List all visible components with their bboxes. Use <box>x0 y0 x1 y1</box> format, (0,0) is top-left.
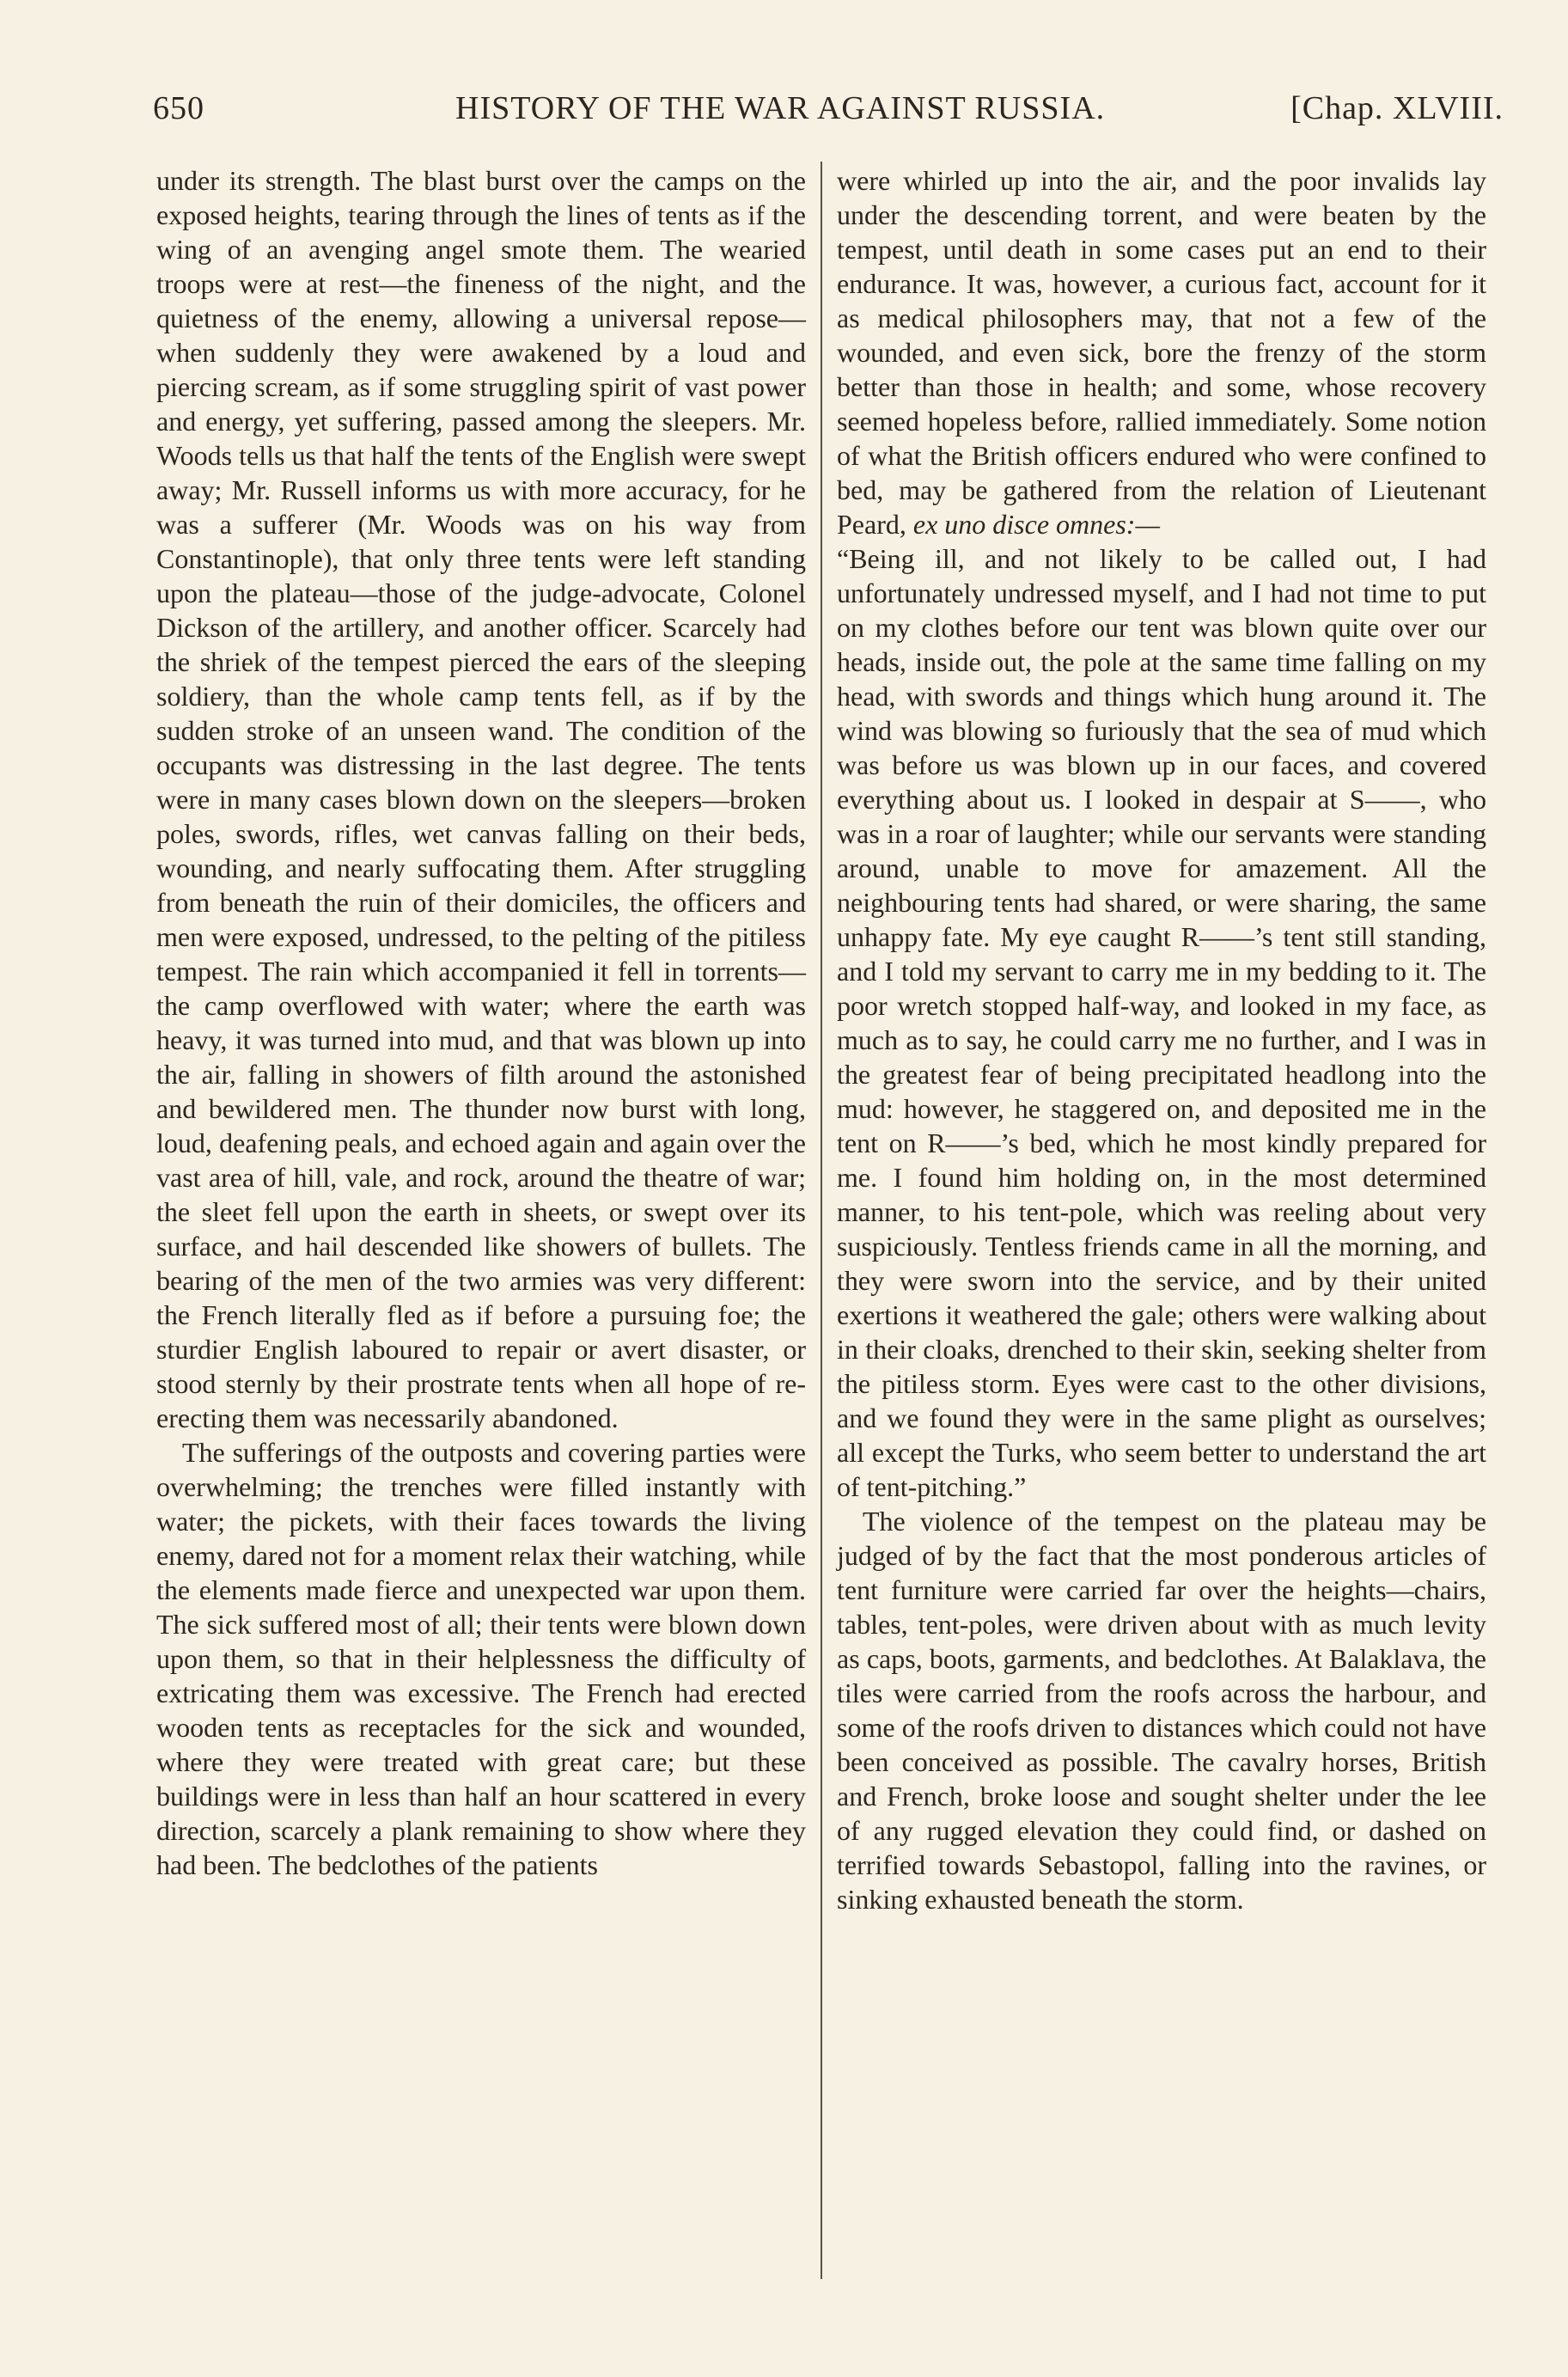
left-paragraph-2: The sufferings of the outposts and covering parties were overwhelming; the trenches were filled instantly with water; the pickets, with their faces towards the living enemy, dared not for a moment relax their watching, while the elements made fierce and unexpected war upon them. The sick suffered most of all; their tents were blown down upon them, so that in their helplessness the difficulty of extricating them was excessive. The French had erected wooden tents as receptacles for the sick and wounded, where they were treated with great care; but these buildings were in less than half an hour scattered in every direction, scarcely a plank remaining to show where they had been. The bedclothes of the patients <box>156 1437 806 1880</box>
running-title: HISTORY OF THE WAR AGAINST RUSSIA. <box>455 90 1106 126</box>
quoted-paragraph: “Being ill, and not likely to be called out, I had unfortunately undressed myself, and I had not time to put on my clothes before our tent was blown quite over our heads, inside out, the pole at the same time falling on my head, with swords and things which hung around it. The wind was blowing so furiously that the sea of mud which was before us was blown up in our faces, and covered everything about us. I looked in despair at S——, who was in a roar of laughter; while our servants were standing around, unable to move for amazement. All the neighbouring tents had shared, or were sharing, the same unhappy fate. My eye caught R——’s tent still standing, and I told my servant to carry me in my bedding to it. The poor wretch stopped half-way, and looked in my face, as much as to say, he could carry me no further, and I was in the greatest fear of being precipitated headlong into the mud: however, he staggered on, and deposited me in the tent on R——’s bed, which he most kindly prepared for me. I found him holding on, in the most determined manner, to his tent-pole, which was reeling about very suspiciously. Tentless friends came in all the morning, and they were sworn into the service, and by their united exertions it weathered the gale; others were walking about in their cloaks, drenched to their skin, seeking shelter from the pitiless storm. Eyes were cast to the other divisions, and we found they were in the same plight as ourselves; all except the Turks, who seem better to understand the art of tent-pitching.” <box>837 543 1486 1502</box>
page-number: 650 <box>153 90 204 126</box>
column-divider <box>821 162 822 2279</box>
left-column <box>156 163 806 1882</box>
right-column <box>837 163 1486 1916</box>
right-paragraph-1 <box>837 163 1486 541</box>
latin-phrase: ex uno disce omnes:— <box>912 509 1160 540</box>
left-paragraph-1: under its strength. The blast burst over the camps on the exposed heights, tearing through the lines of tents as if the wing of an avenging angel smote them. The wearied troops were at rest—the fineness of the night, and the quietness of the enemy, allowing a universal repose—when suddenly they were awakened by a loud and piercing scream, as if some struggling spirit of vast power and energy, yet suffering, passed among the sleepers. Mr. Woods tells us that half the tents of the English were swept away; Mr. Russell informs us with more accuracy, for he was a sufferer (Mr. Woods was on his way from Constantinople), that only three tents were left standing upon the plateau—those of the judge-advocate, Colonel Dickson of the artillery, and another officer. Scarcely had the shriek of the tempest pierced the ears of the sleeping soldiery, than the whole camp tents fell, as if by the sudden stroke of an unseen wand. The condition of the occupants was distressing in the last degree. The tents were in many cases blown down on the sleepers—broken poles, swords, rifles, wet canvas falling on their beds, wounding, and nearly suffocating them. After struggling from beneath the ruin of their domiciles, the officers and men were exposed, undressed, to the pelting of the pitiless tempest. The rain which accompanied it fell in torrents—the camp overflowed with water; where the earth was heavy, it was turned into mud, and that was blown up into the air, falling in showers of filth around the astonished and bewildered men. The thunder now burst with long, loud, deafening peals, and echoed again and again over the vast area of hill, vale, and rock, around the theatre of war; the sleet fell upon the earth in sheets, or swept over its surface, and hail descended like showers of bullets. The bearing of the men of the two armies was very different: the French literally fled as if before a pursuing foe; the sturdier English laboured to repair or avert disaster, or stood sternly by their prostrate tents when all hope of re-erecting them was necessarily abandoned. <box>156 165 806 1433</box>
running-header <box>153 86 1504 134</box>
right-paragraph-1-text: were whirled up into the air, and the poor invalids lay under the descending torrent, and were beaten by the tempest, until death in some cases put an end to their endurance. It was, however, a curious fact, account for it as medical philosophers may, that not a few of the wounded, and even sick, bore the frenzy of the storm better than those in health; and some, whose recovery seemed hopeless before, rallied immediately. Some notion of what the British officers endured who were confined to bed, may be gathered from the relation of Lieutenant Peard, <box>837 165 1486 540</box>
chapter-label: [Chap. XLVIII. <box>1290 90 1504 126</box>
right-paragraph-3: The violence of the tempest on the plateau may be judged of by the fact that the most ponderous articles of tent furniture were carried far over the heights—chairs, tables, tent-poles, were driven about with as much levity as caps, boots, garments, and bedclothes. At Balaklava, the tiles were carried from the roofs across the harbour, and some of the roofs driven to distances which could not have been conceived as possible. The cavalry horses, British and French, broke loose and sought shelter under the lee of any rugged elevation they could find, or dashed on terrified towards Sebastopol, falling into the ravines, or sinking exhausted beneath the storm. <box>837 1506 1486 1915</box>
